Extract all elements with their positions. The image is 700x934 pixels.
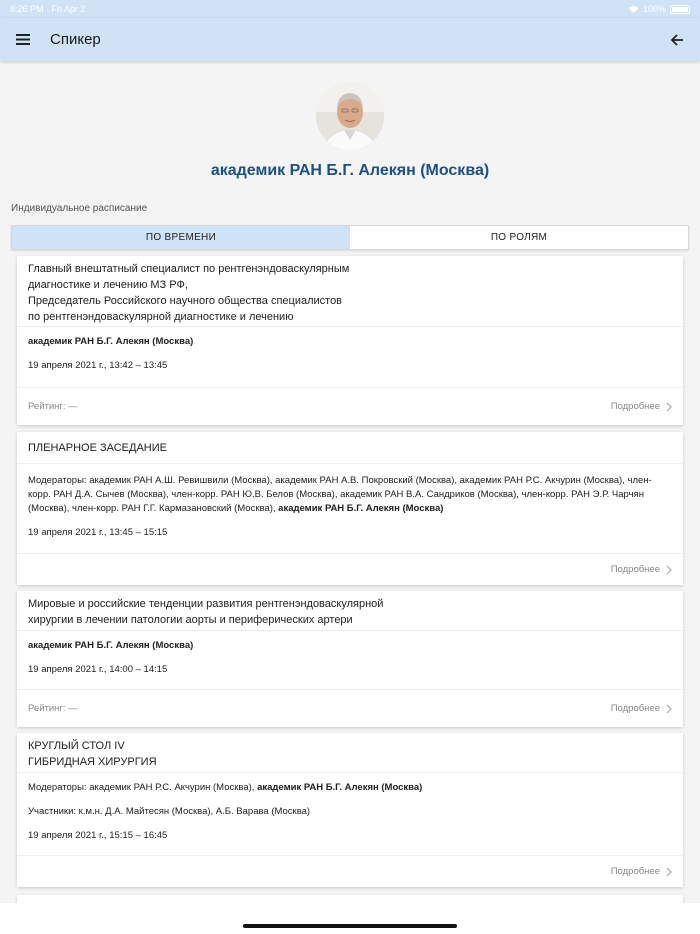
session-participants: Участники: к.м.н. Д.А. Майтесян (Москва), А.Б. Варава (Москва) bbox=[28, 806, 311, 817]
more-label: Подробнее bbox=[610, 703, 660, 714]
session-speaker: академик РАН Б.Г. Алекян (Москва) bbox=[28, 336, 194, 347]
session-title bbox=[17, 432, 683, 464]
arrow-back-icon[interactable] bbox=[666, 29, 688, 51]
session-card[interactable] bbox=[17, 256, 683, 425]
session-title bbox=[17, 591, 683, 631]
more-link[interactable] bbox=[611, 564, 672, 575]
chevron-right-icon bbox=[666, 565, 672, 575]
session-title bbox=[17, 256, 683, 327]
session-title-line: ПЛЕНАРНОЕ ЗАСЕДАНИЕ bbox=[28, 442, 167, 454]
status-right bbox=[628, 4, 690, 14]
more-label: Подробнее bbox=[610, 564, 660, 575]
content bbox=[0, 61, 700, 903]
session-card[interactable] bbox=[17, 432, 683, 585]
session-title-line: диагностике и лечению МЗ РФ, bbox=[28, 279, 188, 291]
session-moderators bbox=[28, 781, 672, 795]
more-label: Подробнее bbox=[610, 401, 660, 412]
more-link[interactable] bbox=[611, 703, 672, 714]
session-title-line: Председатель Российского научного общества специалистов bbox=[28, 295, 343, 307]
more-label: Подробнее bbox=[610, 866, 660, 877]
battery-percent: 100% bbox=[642, 4, 666, 14]
moderator-highlight: академик РАН Б.Г. Алекян (Москва) bbox=[278, 503, 444, 514]
chevron-right-icon bbox=[666, 402, 672, 412]
session-title-line: по рентгенэндоваскулярной диагностике и лечению bbox=[28, 311, 294, 323]
schedule-label: Индивидуальное расписание bbox=[11, 203, 148, 214]
session-card[interactable] bbox=[17, 895, 683, 903]
tab-by-time[interactable]: ПО ВРЕМЕНИ bbox=[12, 226, 350, 249]
session-body bbox=[17, 773, 683, 843]
tab-by-role[interactable]: ПО РОЛЯМ bbox=[490, 232, 548, 243]
avatar bbox=[316, 82, 384, 150]
chevron-right-icon bbox=[666, 704, 672, 714]
session-body bbox=[17, 464, 683, 540]
session-moderators bbox=[28, 474, 672, 516]
session-title bbox=[17, 733, 683, 773]
session-title-line: КРУГЛЫЙ СТОЛ IV bbox=[28, 740, 125, 752]
session-footer bbox=[17, 387, 683, 425]
session-card[interactable] bbox=[17, 591, 683, 727]
session-time: 19 апреля 2021 г., 14:00 – 14:15 bbox=[28, 664, 168, 675]
session-time: 19 апреля 2021 г., 15:15 – 16:45 bbox=[28, 830, 168, 841]
session-time: 19 апреля 2021 г., 13:42 – 13:45 bbox=[28, 360, 168, 371]
speaker-name: академик РАН Б.Г. Алекян (Москва) bbox=[210, 162, 490, 179]
status-time: 8:26 PM bbox=[10, 4, 44, 14]
session-title-line: Главный внештатный специалист по рентгенэндоваскулярным bbox=[28, 263, 350, 275]
moderators-list: Модераторы: академик РАН Р.С. Акчурин (Москва), bbox=[28, 782, 258, 793]
page-title: Спикер bbox=[50, 31, 101, 48]
schedule-tabs bbox=[11, 225, 689, 250]
session-title-line: ГИБРИДНАЯ ХИРУРГИЯ bbox=[28, 756, 157, 768]
session-rating: Рейтинг: — bbox=[28, 401, 78, 412]
chevron-right-icon bbox=[666, 867, 672, 877]
session-rating: Рейтинг: — bbox=[28, 703, 78, 714]
app-bar bbox=[0, 18, 700, 61]
moderators-list: Модераторы: академик РАН А.Ш. Ревишвили (Москва), академик РАН А.В. Покровский (Москва), академик РАН Р.С. Акчурин (Москва), член-корр. РАН Д.А. Сычев (Москва), член-корр. РАН Ю.В. Белов (Москва), академик РАН В.А. Сандриков (Москва), член-корр. РАН Э.Р. Чарчян (Москва), член-корр. РАН Г.Г. Кармазановский (Москва), bbox=[28, 475, 652, 514]
status-bar bbox=[0, 0, 700, 18]
menu-icon[interactable] bbox=[12, 29, 34, 51]
home-indicator[interactable] bbox=[243, 924, 457, 928]
session-title-line: хирургии в лечении патологии аорты и периферических артери bbox=[28, 614, 353, 626]
session-footer bbox=[17, 553, 683, 585]
battery-icon bbox=[670, 5, 690, 14]
session-body bbox=[17, 631, 683, 677]
session-title-line: Мировые и российские тенденции развития рентгенэндоваскулярной bbox=[28, 598, 384, 610]
session-footer bbox=[17, 689, 683, 727]
wifi-icon bbox=[628, 5, 639, 14]
moderator-highlight: академик РАН Б.Г. Алекян (Москва) bbox=[257, 782, 423, 793]
session-body bbox=[17, 327, 683, 373]
bottom-safe-area bbox=[0, 903, 700, 934]
session-time: 19 апреля 2021 г., 13:45 – 15:15 bbox=[28, 527, 168, 538]
session-card[interactable] bbox=[17, 733, 683, 887]
session-footer bbox=[17, 855, 683, 887]
session-speaker: академик РАН Б.Г. Алекян (Москва) bbox=[28, 640, 194, 651]
more-link[interactable] bbox=[611, 866, 672, 877]
more-link[interactable] bbox=[611, 401, 672, 412]
status-date: Fri Apr 2 bbox=[51, 4, 86, 14]
